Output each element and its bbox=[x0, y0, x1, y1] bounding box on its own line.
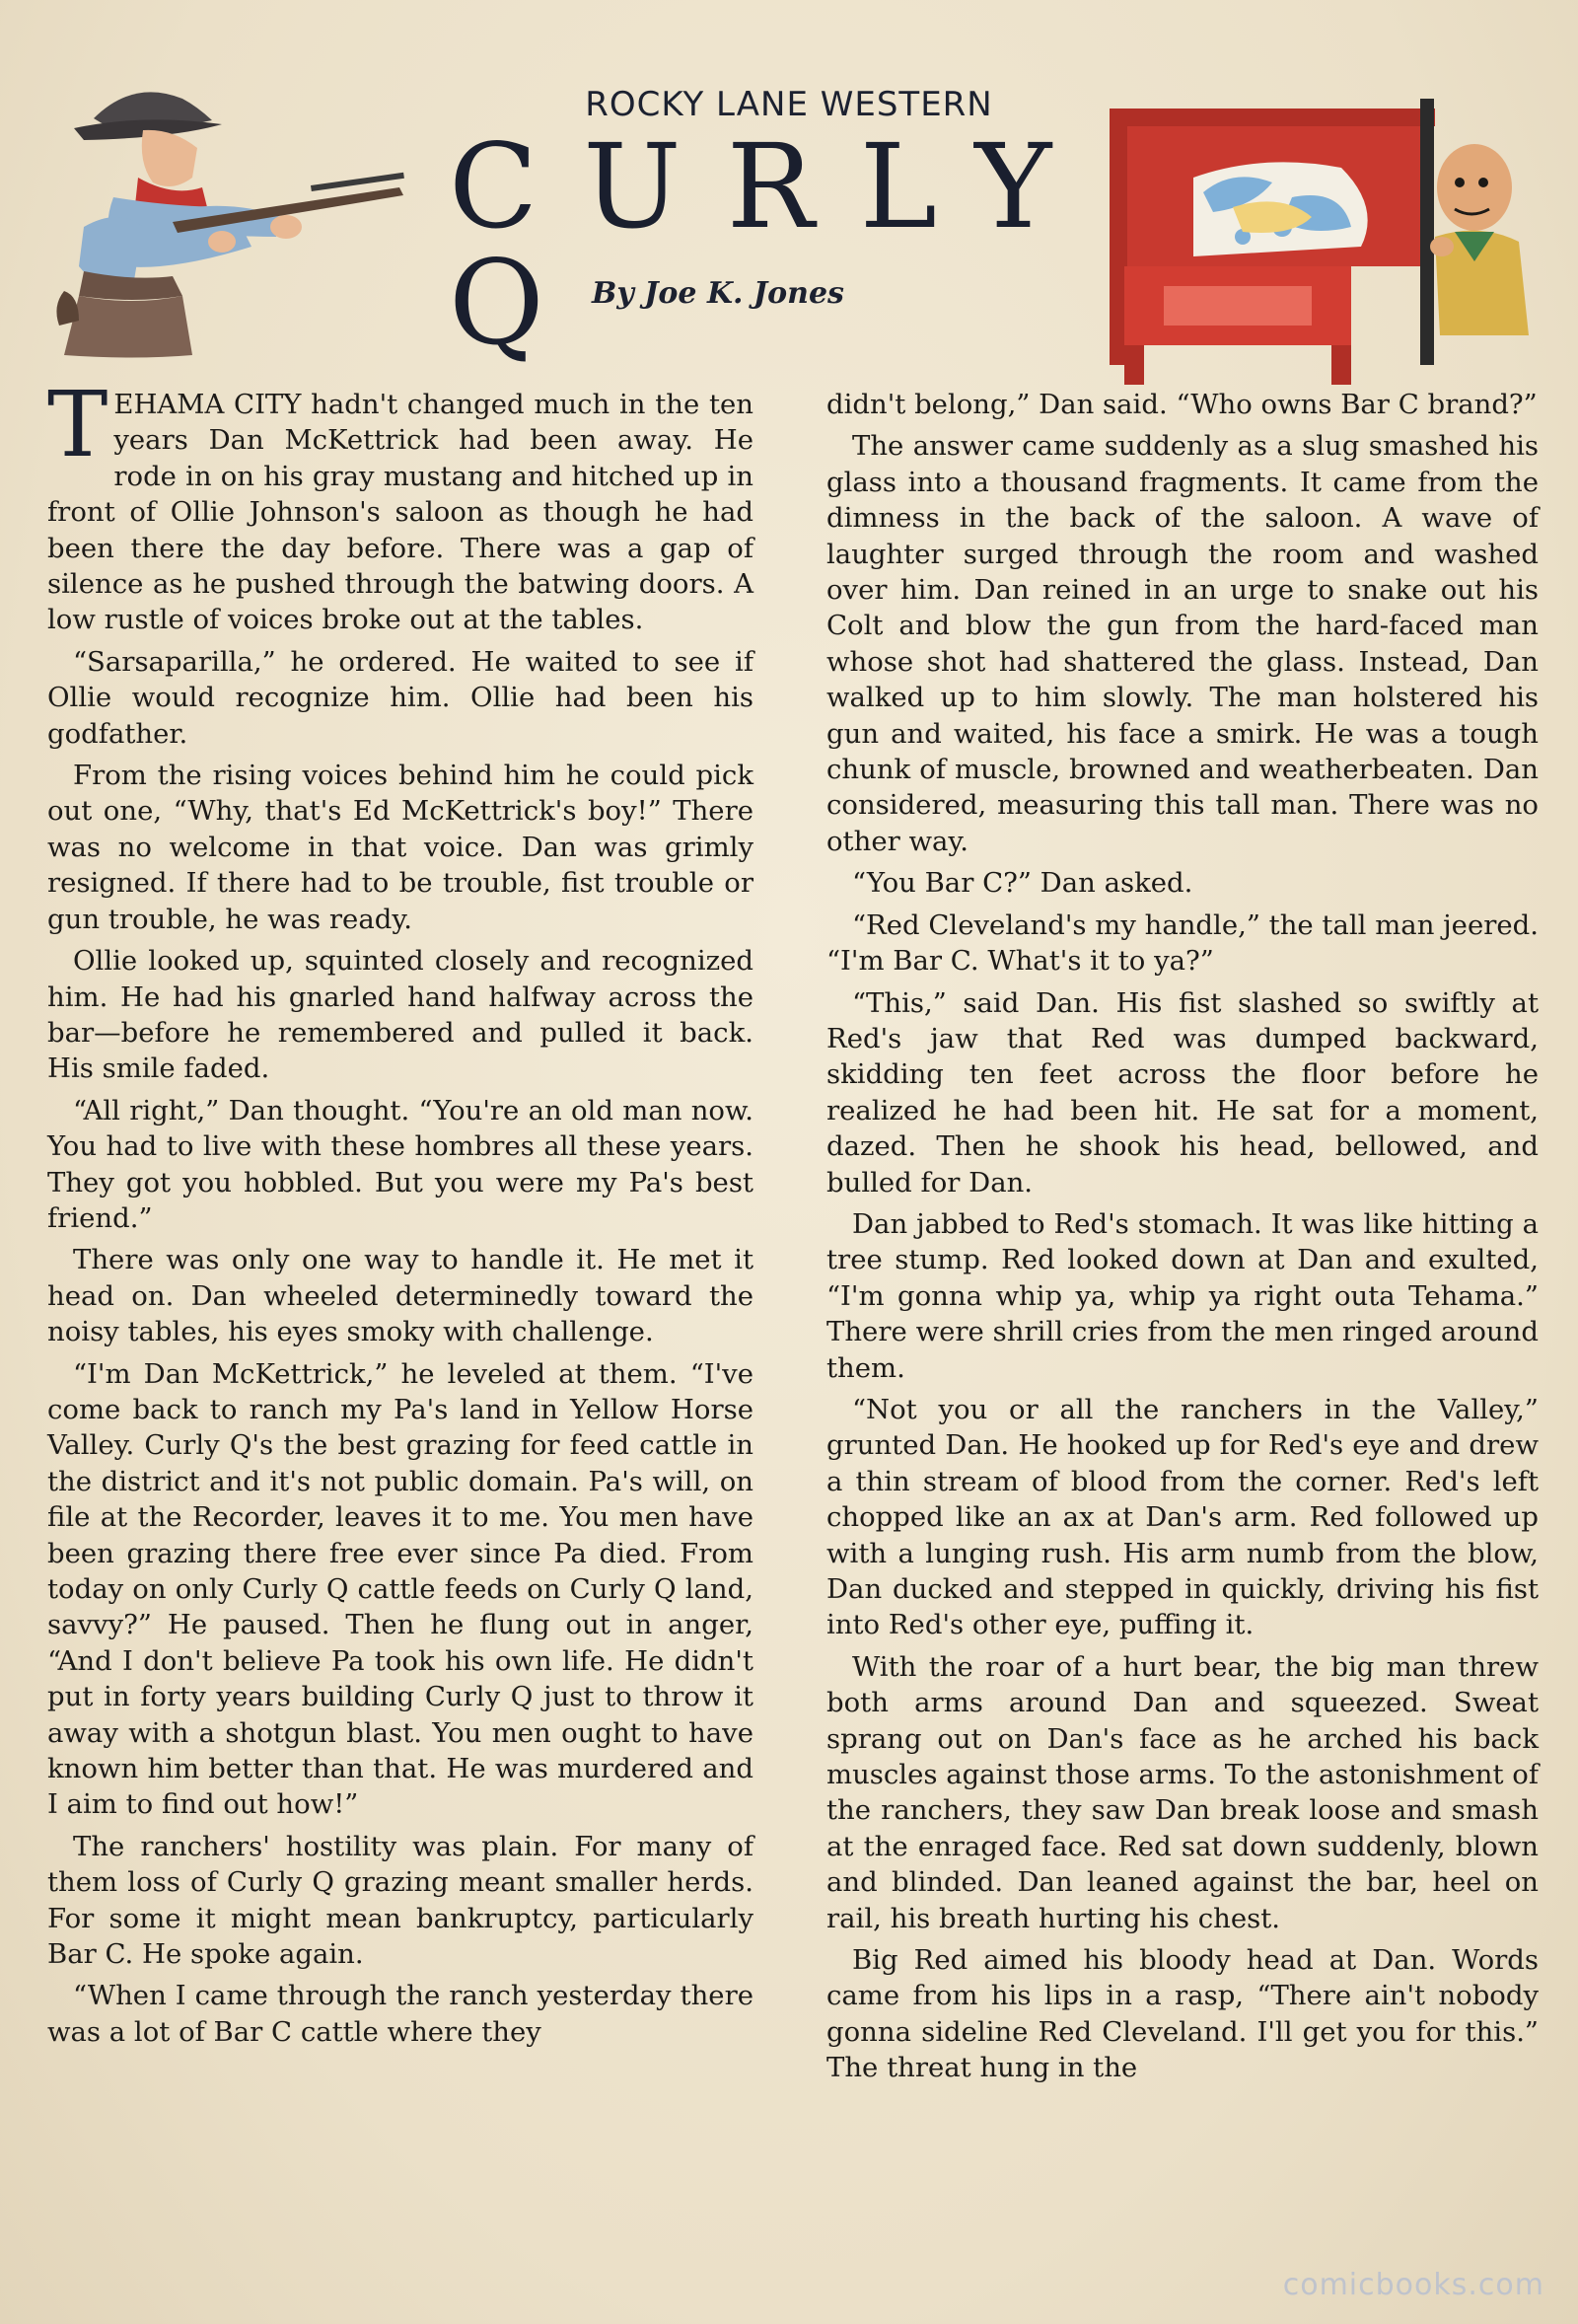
byline: By Joe K. Jones bbox=[592, 276, 844, 311]
site-watermark: comicbooks.com bbox=[1282, 2268, 1544, 2302]
paragraph: The ranchers' hostility was plain. For many of them loss of Curly Q grazing meant smaller herds. For some it might mean bankruptcy, particularly Bar C. He spoke again. bbox=[47, 1830, 753, 1971]
paragraph: TEHAMA CITY hadn't changed much in the ten years Dan McKettrick had been away. He rode in on his gray mustang and hitched up in front of Ollie Johnson's saloon as though he had been there the day before. There was a gap of silence as he pushed through the batwing doors. A low rustle of voices broke out at the tables. bbox=[47, 372, 753, 636]
right-column bbox=[826, 387, 1539, 2092]
paragraph: “I'm Dan McKettrick,” he leveled at them. “I've come back to ranch my Pa's land in Yellow Horse Valley. Curly Q's the best grazing for feed cattle in the district and it's not public domain. Pa's will, on file at the Recorder, leaves it to me. You men have been grazing there free ever since Pa died. From today on only Curly Q cattle feeds on Curly Q land, savvy?” He paused. Then he flung out in anger, “And I don't believe Pa took his own life. He didn't put in forty years building Curly Q just to throw it away with a shotgun blast. You men ought to have known him better than that. He was murdered and I aim to find out how!” bbox=[47, 1357, 753, 1821]
paragraph: “This,” said Dan. His fist slashed so swiftly at Red's jaw that Red was dumped backward, skidding ten feet across the floor before he realized he had been hit. He sat for a moment, dazed. Then he shook his head, bellowed, and bulled for Dan. bbox=[826, 986, 1539, 1198]
paragraph: “Sarsaparilla,” he ordered. He waited to see if Ollie would recognize him. Ollie had been his godfather. bbox=[47, 645, 753, 750]
paragraph: The answer came suddenly as a slug smashed his glass into a thousand fragments. It came from the dimness in the back of the saloon. A wave of laughter surged through the room and washed over him. Dan reined in an urge to snake out his Colt and blow the gun from the hard-faced man whose shot had shattered the glass. Instead, Dan walked up to him slowly. The man holstered his gun and waited, his face a smirk. He was a tough chunk of muscle, browned and weatherbeaten. Dan considered, measuring this tall man. There was no other way. bbox=[826, 430, 1539, 857]
paragraph: “Red Cleveland's my handle,” the tall man jeered. “I'm Bar C. What's it to ya?” bbox=[826, 908, 1539, 978]
story-title: CURLY Q bbox=[449, 118, 1098, 371]
series-title: ROCKY LANE WESTERN bbox=[585, 85, 993, 124]
paragraph: didn't belong,” Dan said. “Who owns Bar C brand?” bbox=[826, 389, 1538, 420]
paragraph: “You Bar C?” Dan asked. bbox=[852, 867, 1193, 900]
paragraph: Ollie looked up, squinted closely and recognized him. He had his gnarled hand halfway across the bar—before he remembered and pulled it back. His smile faded. bbox=[47, 945, 753, 1085]
paragraph: Big Red aimed his bloody head at Dan. Words came from his lips in a rasp, “There ain't nobody gonna sideline Red Cleveland. I'll get you for this.” The threat hung in the bbox=[826, 1944, 1539, 2084]
paragraph: From the rising voices behind him he could pick out one, “Why, that's Ed McKettrick's boy!” There was no welcome in that voice. Dan was grimly resigned. If there had to be trouble, fist trouble or gun trouble, he was ready. bbox=[47, 760, 753, 935]
paragraph: “Not you or all the ranchers in the Valley,” grunted Dan. He hooked up for Red's eye and drew a thin stream of blood from the corner. Red's left chopped like an ax at Dan's arm. Red followed up with a lunging rush. His arm numb from the blow, Dan ducked and stepped in quickly, driving his fist into Red's other eye, puffing it. bbox=[826, 1393, 1539, 1641]
paragraph: “All right,” Dan thought. “You're an old man now. You had to live with these hombres all these years. They got you hobbled. But you were my Pa's best friend.” bbox=[47, 1094, 753, 1234]
paragraph: Dan jabbed to Red's stomach. It was like hitting a tree stump. Red looked down at Dan and exulted, “I'm gonna whip ya, whip ya right outa Tehama.” There were shrill cries from the men ringed around them. bbox=[826, 1207, 1539, 1384]
paragraph: There was only one way to handle it. He met it head on. Dan wheeled determinedly toward the noisy tables, his eyes smoky with challenge. bbox=[47, 1244, 753, 1348]
paragraph: With the roar of a hurt bear, the big man threw both arms around Dan and squeezed. Sweat sprang out on Dan's face as he arched his back muscles against those arms. To the astonishment of the ranchers, they saw Dan break loose and smash at the enraged face. Red sat down suddenly, blown and blinded. Dan leaned against the bar, heel on rail, his breath hurting his chest. bbox=[826, 1650, 1540, 1934]
left-column bbox=[47, 372, 753, 2056]
drop-cap: T bbox=[47, 372, 108, 477]
paragraph: “When I came through the ranch yesterday there was a lot of Bar C cattle where they bbox=[47, 1980, 753, 2048]
